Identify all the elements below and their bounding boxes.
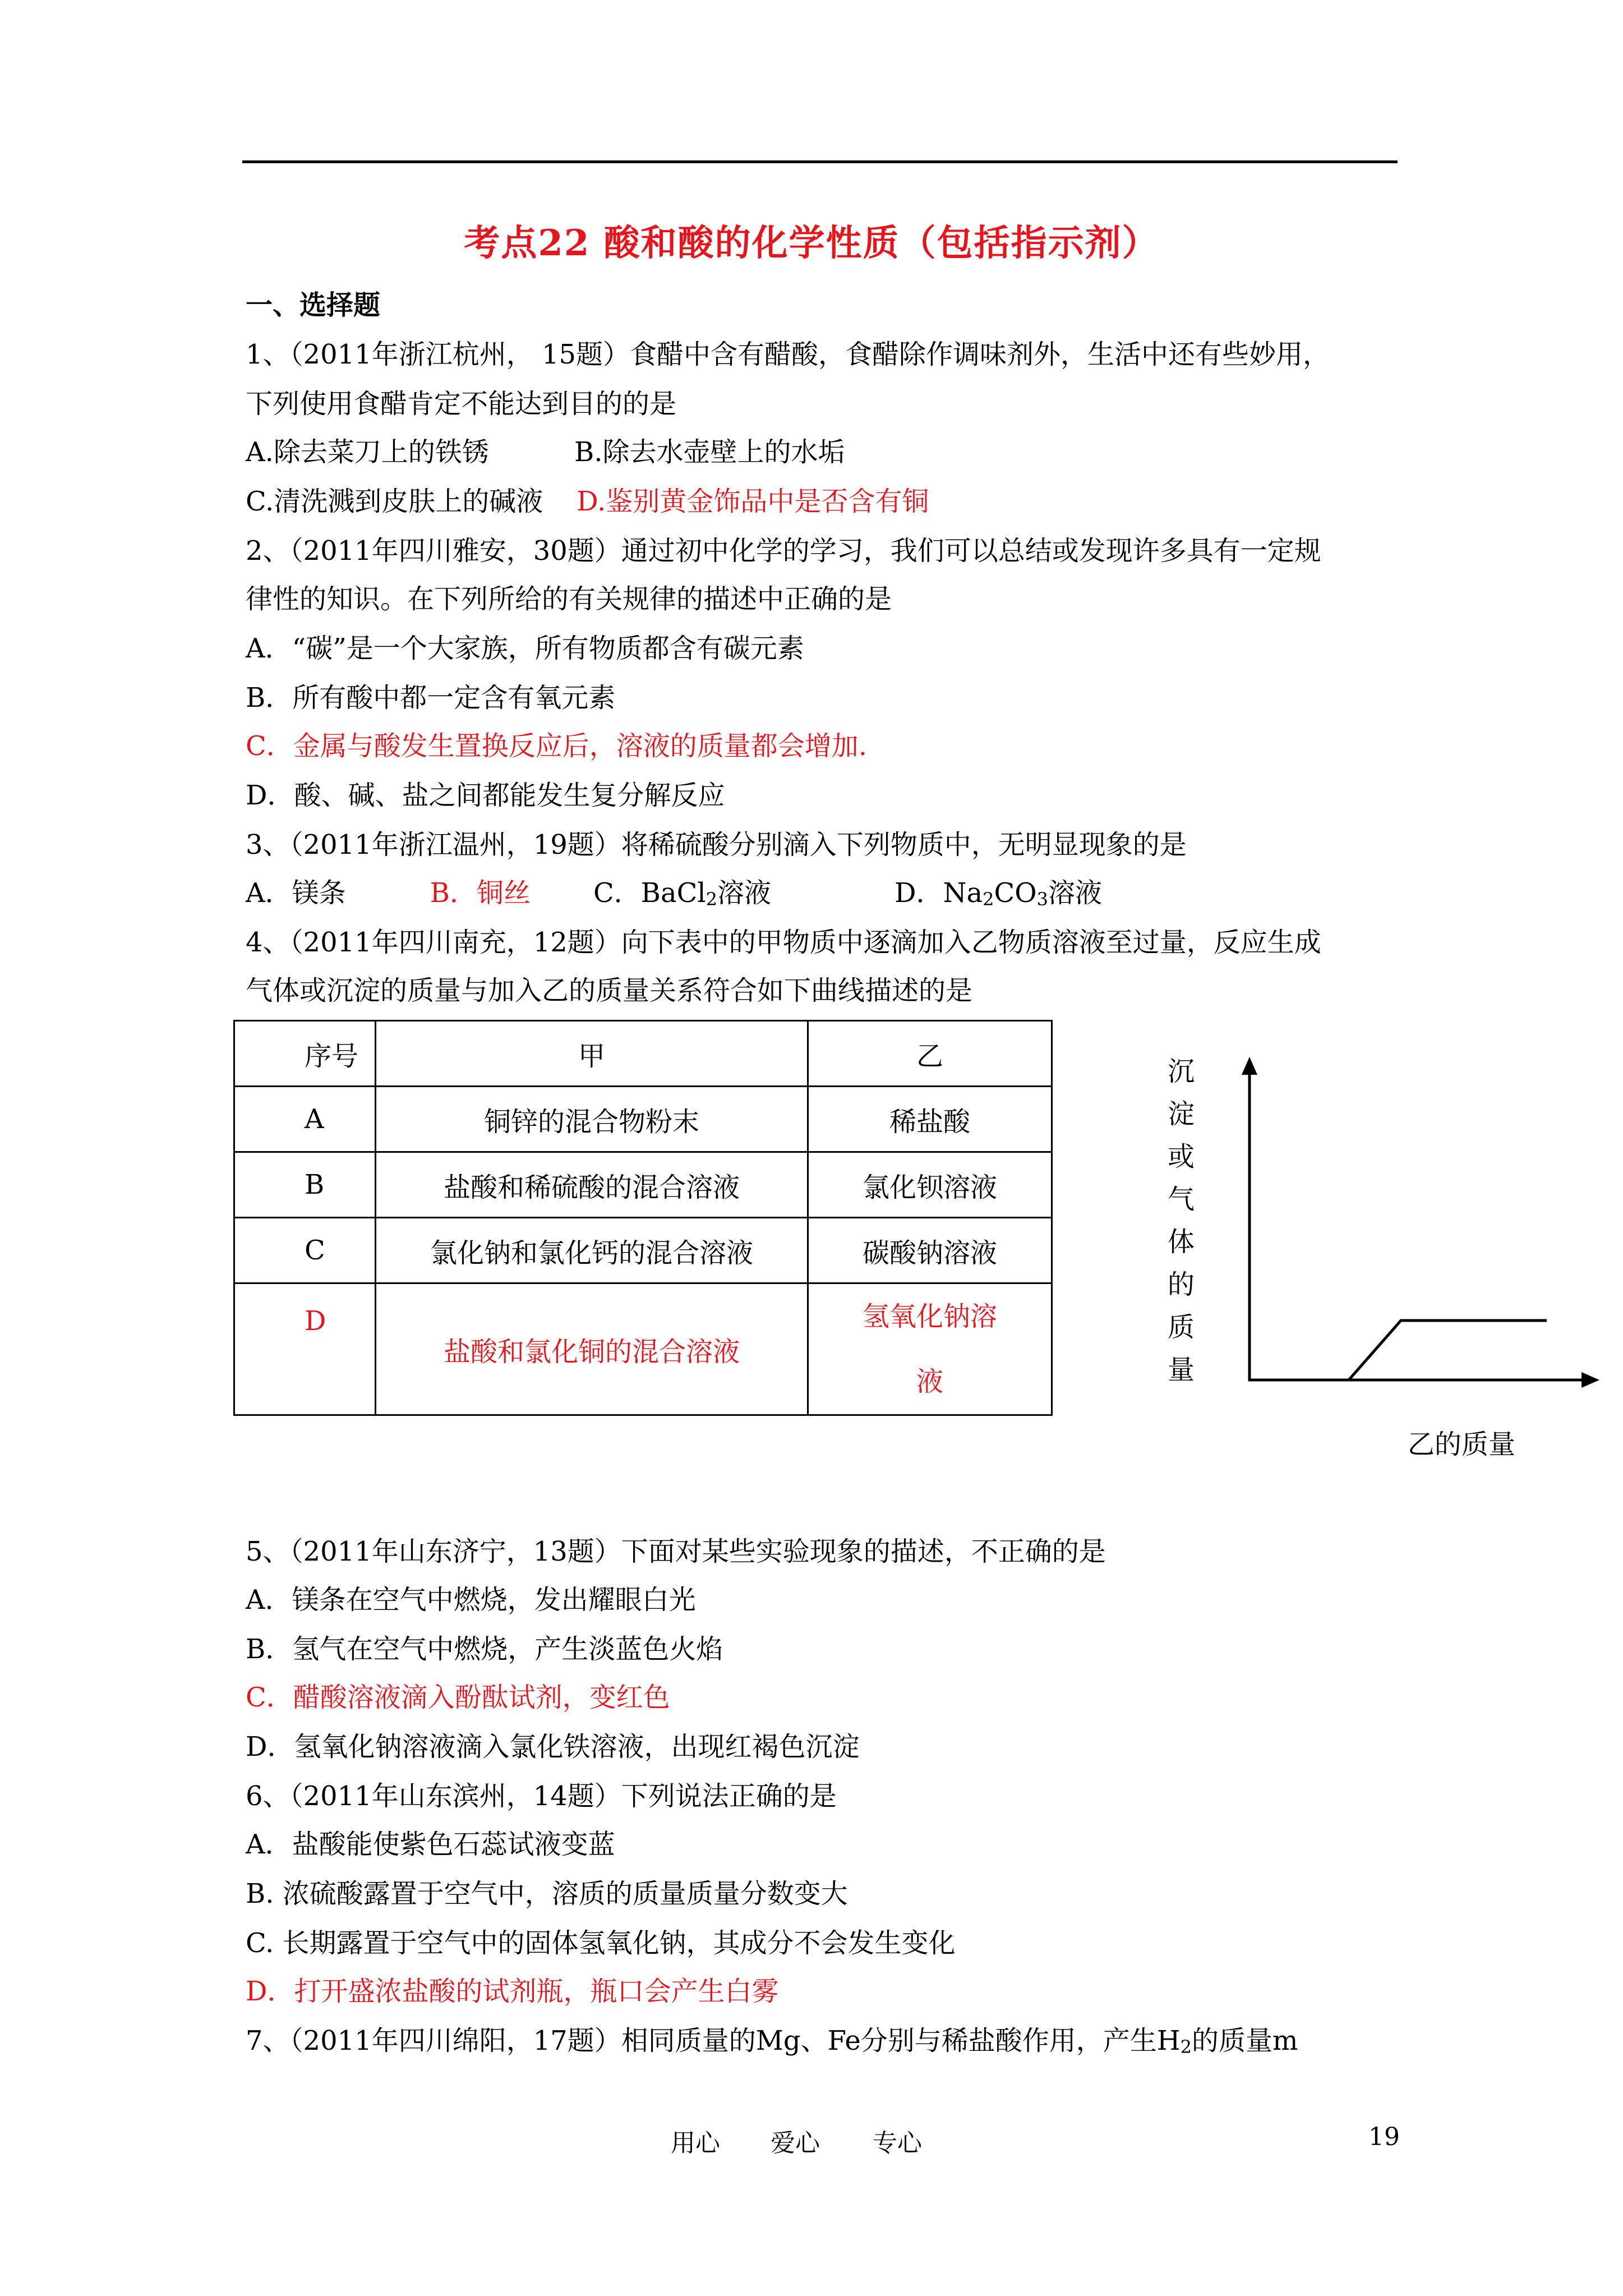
q1-stem-line-1: 1、（2011年浙江杭州， 15题）食醋中含有醋酸，食醋除作调味剂外，生活中还有些妙用， bbox=[246, 339, 1330, 370]
q2-option-d: D．酸、碱、盐之间都能发生复分解反应 bbox=[246, 780, 725, 811]
q4-cell-jia: 氯化钠和氯化钙的混合溶液 bbox=[376, 1218, 808, 1283]
q4-graph-y-axis-label: 沉 淀 或 气 体 的 质 量 bbox=[1167, 1056, 1195, 1386]
q6-option-c: C. 长期露置于空气中的固体氢氧化钠，其成分不会发生变化 bbox=[246, 1927, 956, 1959]
q4-cell-yi: 稀盐酸 bbox=[808, 1087, 1052, 1152]
q4-cell-jia: 盐酸和稀硫酸的混合溶液 bbox=[376, 1152, 808, 1218]
q4-header-jia: 甲 bbox=[376, 1021, 808, 1087]
q6-stem: 6、（2011年山东滨州，14题）下列说法正确的是 bbox=[246, 1780, 837, 1812]
q5-option-d: D．氢氧化钠溶液滴入氯化铁溶液，出现红褐色沉淀 bbox=[246, 1731, 860, 1763]
q7-stem: 7、（2011年四川绵阳，17题）相同质量的Mg、Fe分别与稀盐酸作用，产生$H_2$的质量m bbox=[246, 2025, 1298, 2058]
q4-row-label: D bbox=[234, 1283, 376, 1415]
q4-table-row-c bbox=[234, 1218, 1052, 1283]
header-rule bbox=[242, 160, 1398, 163]
q4-table bbox=[233, 1020, 1053, 1416]
q4-cell-jia: 盐酸和氯化铜的混合溶液 bbox=[376, 1283, 808, 1415]
q1-stem-line-2: 下列使用食醋肯定不能达到目的的是 bbox=[246, 388, 677, 420]
q4-graph-x-axis-label: 乙的质量 bbox=[1408, 1429, 1516, 1460]
footer-motto-1: 用心 bbox=[671, 2129, 720, 2157]
arrow-up-icon bbox=[1242, 1057, 1257, 1075]
q1-option-d-answer: D.鉴别黄金饰品中是否含有铜 bbox=[577, 486, 929, 517]
q4-stem-line-1: 4、（2011年四川南充，12题）向下表中的甲物质中逐滴加入乙物质溶液至过量，反应生成 bbox=[246, 927, 1321, 958]
q1-option-a: A.除去菜刀上的铁锈 bbox=[246, 436, 489, 468]
q4-cell-yi: 氢氧化钠溶 液 bbox=[808, 1283, 1052, 1415]
q2-stem-line-2: 律性的知识。在下列所给的有关规律的描述中正确的是 bbox=[246, 583, 892, 615]
q4-row-label: A bbox=[234, 1087, 376, 1152]
q2-option-c-answer: C．金属与酸发生置换反应后，溶液的质量都会增加. bbox=[246, 730, 867, 762]
q5-stem: 5、（2011年山东济宁，13题）下面对某些实验现象的描述，不正确的是 bbox=[246, 1536, 1106, 1567]
q4-header-yi: 乙 bbox=[808, 1021, 1052, 1087]
q3-option-d: D．$Na_2CO_3$溶液 bbox=[895, 877, 1102, 910]
q4-cell-yi: 氯化钡溶液 bbox=[808, 1152, 1052, 1218]
q5-option-a: A．镁条在空气中燃烧，发出耀眼白光 bbox=[246, 1584, 696, 1616]
q4-cell-yi: 碳酸钠溶液 bbox=[808, 1218, 1052, 1283]
q3-option-c: C．BaCl$_2$溶液 bbox=[593, 877, 772, 910]
q2-option-a: A．“碳”是一个大家族，所有物质都含有碳元素 bbox=[246, 633, 804, 664]
q3-option-a: A．镁条 bbox=[246, 877, 346, 909]
q4-table-header-row bbox=[234, 1021, 1052, 1087]
page-number: 19 bbox=[1368, 2123, 1400, 2151]
section-heading: 一、选择题 bbox=[246, 289, 381, 321]
q4-row-label: B bbox=[234, 1152, 376, 1218]
q3-option-b-answer: B．铜丝 bbox=[430, 877, 531, 909]
q3-options bbox=[246, 876, 1102, 916]
q1-options-cd bbox=[246, 485, 929, 518]
q5-option-b: B．氢气在空气中燃烧，产生淡蓝色火焰 bbox=[246, 1634, 723, 1665]
footer-motto-2: 爱心 bbox=[771, 2129, 820, 2157]
footer-motto-3: 专心 bbox=[873, 2129, 922, 2157]
q4-stem-line-2: 气体或沉淀的质量与加入乙的质量关系符合如下曲线描述的是 bbox=[246, 975, 973, 1006]
q1-option-c: C.清洗溅到皮肤上的碱液 bbox=[246, 486, 543, 517]
q4-table-row-a bbox=[234, 1087, 1052, 1152]
q6-option-b: B. 浓硫酸露置于空气中，溶质的质量质量分数变大 bbox=[246, 1878, 848, 1910]
q3-stem: 3、（2011年浙江温州，19题）将稀硫酸分别滴入下列物质中，无明显现象的是 bbox=[246, 829, 1187, 861]
q4-graph bbox=[1223, 1055, 1604, 1391]
arrow-right-icon bbox=[1581, 1372, 1599, 1388]
q4-cell-jia: 铜锌的混合物粉末 bbox=[376, 1087, 808, 1152]
q4-table-row-d-answer bbox=[234, 1283, 1052, 1415]
q6-option-d-answer: D．打开盛浓盐酸的试剂瓶，瓶口会产生白雾 bbox=[246, 1976, 779, 2007]
q2-option-b: B．所有酸中都一定含有氧元素 bbox=[246, 682, 616, 714]
q6-option-a: A．盐酸能使紫色石蕊试液变蓝 bbox=[246, 1829, 615, 1860]
q1-options-ab bbox=[246, 435, 845, 469]
q2-stem-line-1: 2、（2011年四川雅安，30题）通过初中化学的学习，我们可以总结或发现许多具有一定规 bbox=[246, 535, 1321, 567]
q5-option-c-answer: C．醋酸溶液滴入酚酞试剂，变红色 bbox=[246, 1682, 670, 1713]
q4-graph-curve bbox=[1249, 1320, 1547, 1380]
page-title: 考点22 酸和酸的化学性质（包括指示剂） bbox=[464, 222, 1159, 264]
q4-row-label: C bbox=[234, 1218, 376, 1283]
q4-header-index: 序号 bbox=[234, 1021, 376, 1087]
q4-table-row-b bbox=[234, 1152, 1052, 1218]
q1-option-b: B.除去水壶壁上的水垢 bbox=[574, 436, 845, 468]
